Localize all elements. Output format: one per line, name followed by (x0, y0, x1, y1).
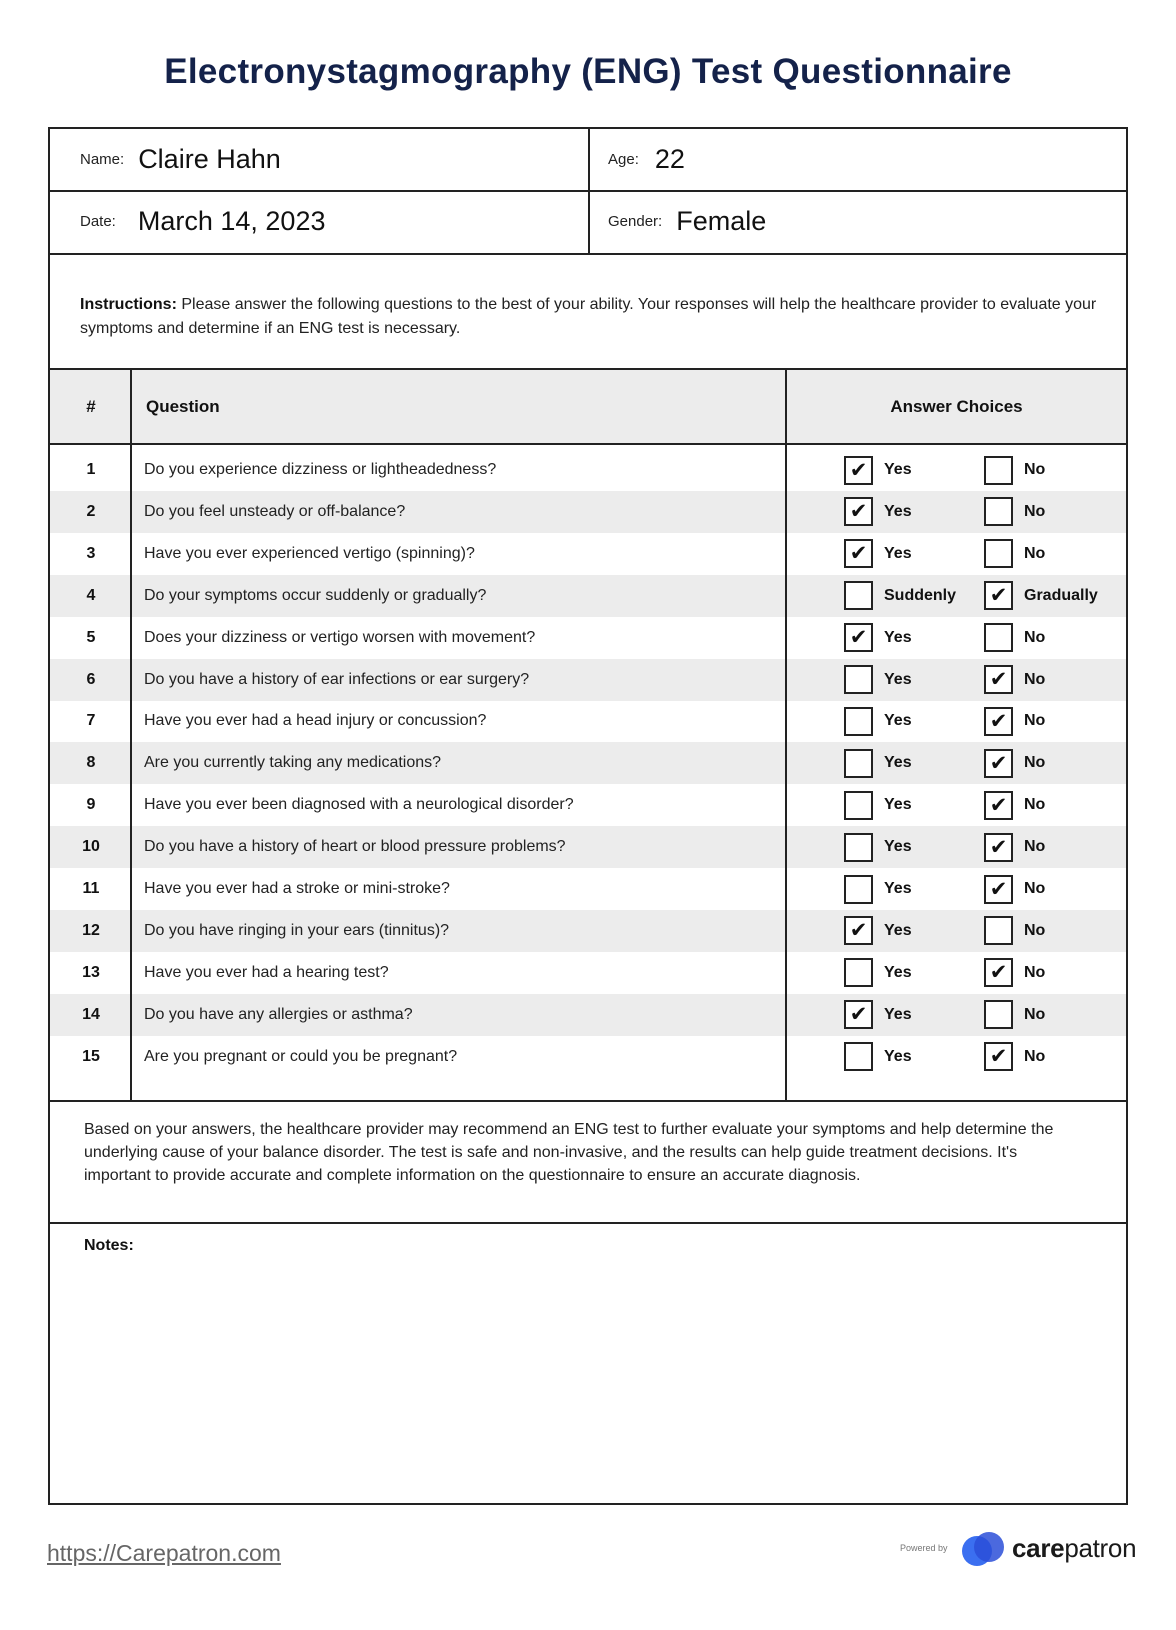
checkmark-icon: ✔ (989, 584, 1008, 608)
gender-value[interactable]: Female (676, 206, 767, 236)
answer-option[interactable] (984, 952, 1045, 994)
answer-label: No (1024, 712, 1046, 730)
age-value[interactable]: 22 (654, 144, 685, 174)
answer-label: No (1024, 754, 1046, 772)
question-text: Does your dizziness or vertigo worsen with movement? (144, 628, 536, 646)
table-row (50, 659, 1126, 701)
answer-checkbox[interactable] (984, 875, 1013, 904)
table-row (50, 1036, 1126, 1078)
answer-option[interactable] (984, 659, 1045, 701)
table-row (50, 826, 1126, 868)
carepatron-logo-icon (962, 1530, 1006, 1566)
carepatron-link[interactable]: https://Carepatron.com (47, 1540, 281, 1566)
carepatron-logo (962, 1530, 1136, 1566)
answer-option[interactable] (844, 617, 912, 659)
answer-checkbox[interactable] (844, 875, 873, 904)
answer-option[interactable] (844, 1036, 912, 1078)
answer-checkbox[interactable] (984, 1042, 1013, 1071)
question-number: 14 (82, 1005, 100, 1023)
checkmark-icon: ✔ (989, 709, 1008, 733)
checkmark-icon: ✔ (849, 458, 868, 482)
answer-checkbox[interactable] (844, 833, 873, 862)
checkmark-icon: ✔ (989, 668, 1008, 692)
age-cell (590, 129, 1126, 190)
answer-checkbox[interactable] (844, 1042, 873, 1071)
answer-checkbox[interactable] (984, 916, 1013, 945)
answer-checkbox[interactable] (844, 707, 873, 736)
info-row-name-age (50, 129, 1126, 192)
answer-label: No (1024, 1047, 1046, 1065)
answer-label: Suddenly (884, 586, 957, 604)
question-number: 13 (82, 963, 100, 981)
question-text: Do you have a history of heart or blood pressure problems? (144, 838, 566, 856)
answer-checkbox[interactable] (984, 665, 1013, 694)
answer-checkbox[interactable] (844, 665, 873, 694)
answer-option[interactable] (984, 742, 1045, 784)
answer-checkbox[interactable] (984, 623, 1013, 652)
header-number: # (86, 396, 96, 416)
answer-option[interactable] (984, 575, 1098, 617)
answer-checkbox[interactable] (844, 497, 873, 526)
answer-checkbox[interactable] (984, 749, 1013, 778)
answer-option[interactable] (844, 742, 912, 784)
table-row (50, 617, 1126, 659)
page-title: Electronystagmography (ENG) Test Questionnaire (164, 52, 1012, 91)
question-number: 12 (82, 921, 100, 939)
table-row (50, 575, 1126, 617)
checkmark-icon: ✔ (989, 793, 1008, 817)
question-text: Do you have ringing in your ears (tinnitus)? (144, 921, 450, 939)
answer-label: Yes (884, 880, 912, 898)
answer-option[interactable] (984, 449, 1045, 491)
question-number: 15 (82, 1047, 100, 1065)
answer-option[interactable] (844, 575, 956, 617)
powered-by-text: Powered by (900, 1543, 948, 1553)
checkmark-icon: ✔ (989, 1045, 1008, 1069)
answer-label: No (1024, 921, 1046, 939)
divider-answers (785, 370, 787, 1100)
answer-option[interactable] (844, 952, 912, 994)
answer-label: No (1024, 502, 1046, 520)
question-text: Have you ever been diagnosed with a neurological disorder? (144, 796, 574, 814)
question-text: Do you have any allergies or asthma? (144, 1005, 413, 1023)
carepatron-wordmark: carepatron (1012, 1532, 1137, 1563)
answer-checkbox[interactable] (984, 958, 1013, 987)
date-cell (50, 190, 590, 253)
age-label: Age: (608, 151, 639, 168)
answer-checkbox[interactable] (844, 791, 873, 820)
table-row (50, 784, 1126, 826)
header-question: Question (146, 396, 220, 416)
checkmark-icon: ✔ (989, 751, 1008, 775)
table-row (50, 742, 1126, 784)
answer-option[interactable] (984, 910, 1045, 952)
answer-label: No (1024, 1005, 1046, 1023)
checkmark-icon: ✔ (849, 542, 868, 566)
instructions-text: Please answer the following questions to the best of your ability. Your responses will help the healthcare provider to evaluate your symptoms and determine if an ENG test is necessary. (80, 296, 1097, 337)
answer-checkbox[interactable] (984, 497, 1013, 526)
notes-label: Notes: (84, 1237, 134, 1254)
answer-option[interactable] (844, 533, 912, 575)
divider-number (130, 370, 132, 1100)
question-number: 5 (86, 628, 96, 646)
table-row (50, 449, 1126, 491)
answer-checkbox[interactable] (844, 916, 873, 945)
answer-label: Yes (884, 712, 912, 730)
checkmark-icon: ✔ (849, 626, 868, 650)
answer-option[interactable] (984, 533, 1045, 575)
name-value[interactable]: Claire Hahn (138, 144, 281, 174)
answer-label: No (1024, 670, 1046, 688)
answer-label: Yes (884, 1005, 912, 1023)
answer-checkbox[interactable] (844, 539, 873, 568)
table-row (50, 868, 1126, 910)
answer-label: Yes (884, 921, 912, 939)
answer-label: Yes (884, 796, 912, 814)
instructions-label: Instructions: (80, 296, 177, 313)
question-number: 1 (86, 461, 96, 479)
question-text: Are you pregnant or could you be pregnant? (144, 1047, 458, 1065)
answer-label: No (1024, 461, 1046, 479)
answer-label: No (1024, 796, 1046, 814)
answer-label: Yes (884, 628, 912, 646)
answer-checkbox[interactable] (984, 1000, 1013, 1029)
answer-option[interactable] (984, 826, 1045, 868)
instructions (50, 255, 1126, 370)
answer-label: No (1024, 880, 1046, 898)
answer-option[interactable] (844, 784, 912, 826)
question-number: 8 (86, 754, 96, 772)
answer-label: Yes (884, 670, 912, 688)
table-row (50, 533, 1126, 575)
questions-table (50, 370, 1126, 1100)
question-number: 7 (86, 712, 96, 730)
question-text: Are you currently taking any medications? (144, 754, 442, 772)
gender-label: Gender: (608, 213, 663, 230)
question-number: 4 (86, 586, 96, 604)
question-number: 6 (86, 670, 96, 688)
answer-checkbox[interactable] (844, 581, 873, 610)
header-answer-choices: Answer Choices (890, 396, 1023, 416)
name-cell (50, 129, 590, 190)
question-text: Do you feel unsteady or off-balance? (144, 502, 406, 520)
answer-option[interactable] (984, 491, 1045, 533)
answer-checkbox[interactable] (984, 456, 1013, 485)
question-number: 11 (82, 880, 100, 898)
answer-option[interactable] (844, 868, 912, 910)
answer-checkbox[interactable] (844, 623, 873, 652)
checkmark-icon: ✔ (849, 1003, 868, 1027)
answer-checkbox[interactable] (844, 958, 873, 987)
answer-checkbox[interactable] (984, 833, 1013, 862)
answer-checkbox[interactable] (844, 749, 873, 778)
checkmark-icon: ✔ (989, 877, 1008, 901)
name-label: Name: (80, 151, 125, 168)
questionnaire-form (48, 127, 1128, 1505)
answer-checkbox[interactable] (844, 1000, 873, 1029)
question-text: Have you ever had a stroke or mini-stroke? (144, 880, 450, 898)
answer-checkbox[interactable] (984, 791, 1013, 820)
answer-label: Yes (884, 838, 912, 856)
answer-option[interactable] (844, 449, 912, 491)
table-row (50, 910, 1126, 952)
answer-label: Gradually (1024, 586, 1098, 604)
answer-label: Yes (884, 963, 912, 981)
answer-label: Yes (884, 461, 912, 479)
answer-label: No (1024, 544, 1046, 562)
question-number: 3 (86, 544, 96, 562)
answer-label: Yes (884, 502, 912, 520)
table-row (50, 994, 1126, 1036)
answer-option[interactable] (984, 617, 1045, 659)
answer-option[interactable] (984, 868, 1045, 910)
answer-checkbox[interactable] (984, 581, 1013, 610)
answer-checkbox[interactable] (984, 539, 1013, 568)
answer-option[interactable] (984, 1036, 1045, 1078)
answer-option[interactable] (844, 700, 912, 742)
answer-option[interactable] (844, 491, 912, 533)
answer-label: No (1024, 628, 1046, 646)
checkmark-icon: ✔ (849, 919, 868, 943)
checkmark-icon: ✔ (989, 835, 1008, 859)
table-row (50, 491, 1126, 533)
answer-label: No (1024, 838, 1046, 856)
info-row-date-gender (50, 190, 1126, 255)
gender-cell (590, 190, 1126, 253)
checkmark-icon: ✔ (849, 500, 868, 524)
answer-option[interactable] (844, 826, 912, 868)
answer-option[interactable] (984, 994, 1045, 1036)
summary-text: Based on your answers, the healthcare provider may recommend an ENG test to further evaluate your symptoms and help determine the underlying cause of your balance disorder. The test is safe and non-invasive, and the results can help guide treatment decisions. It's important to provide accurate and complete information on the questionnaire to ensure an accurate diagnosis. (50, 1100, 1126, 1224)
answer-checkbox[interactable] (844, 456, 873, 485)
question-text: Do you experience dizziness or lightheadedness? (144, 461, 497, 479)
answer-option[interactable] (984, 784, 1045, 826)
answer-option[interactable] (844, 994, 912, 1036)
answer-checkbox[interactable] (984, 707, 1013, 736)
question-number: 9 (86, 796, 96, 814)
answer-option[interactable] (844, 659, 912, 701)
answer-option[interactable] (984, 700, 1045, 742)
answer-label: No (1024, 963, 1046, 981)
table-row (50, 700, 1126, 742)
question-text: Do your symptoms occur suddenly or gradually? (144, 586, 487, 604)
answer-label: Yes (884, 1047, 912, 1065)
question-text: Have you ever had a head injury or concussion? (144, 712, 487, 730)
question-number: 2 (86, 502, 96, 520)
question-number: 10 (82, 838, 100, 856)
answer-option[interactable] (844, 910, 912, 952)
table-row (50, 952, 1126, 994)
answer-label: Yes (884, 544, 912, 562)
answer-label: Yes (884, 754, 912, 772)
table-header (50, 370, 1126, 445)
date-value[interactable]: March 14, 2023 (137, 206, 326, 236)
checkmark-icon: ✔ (989, 961, 1008, 985)
date-label: Date: (80, 213, 116, 230)
question-text: Have you ever had a hearing test? (144, 963, 389, 981)
question-text: Have you ever experienced vertigo (spinning)? (144, 544, 475, 562)
question-text: Do you have a history of ear infections or ear surgery? (144, 670, 530, 688)
